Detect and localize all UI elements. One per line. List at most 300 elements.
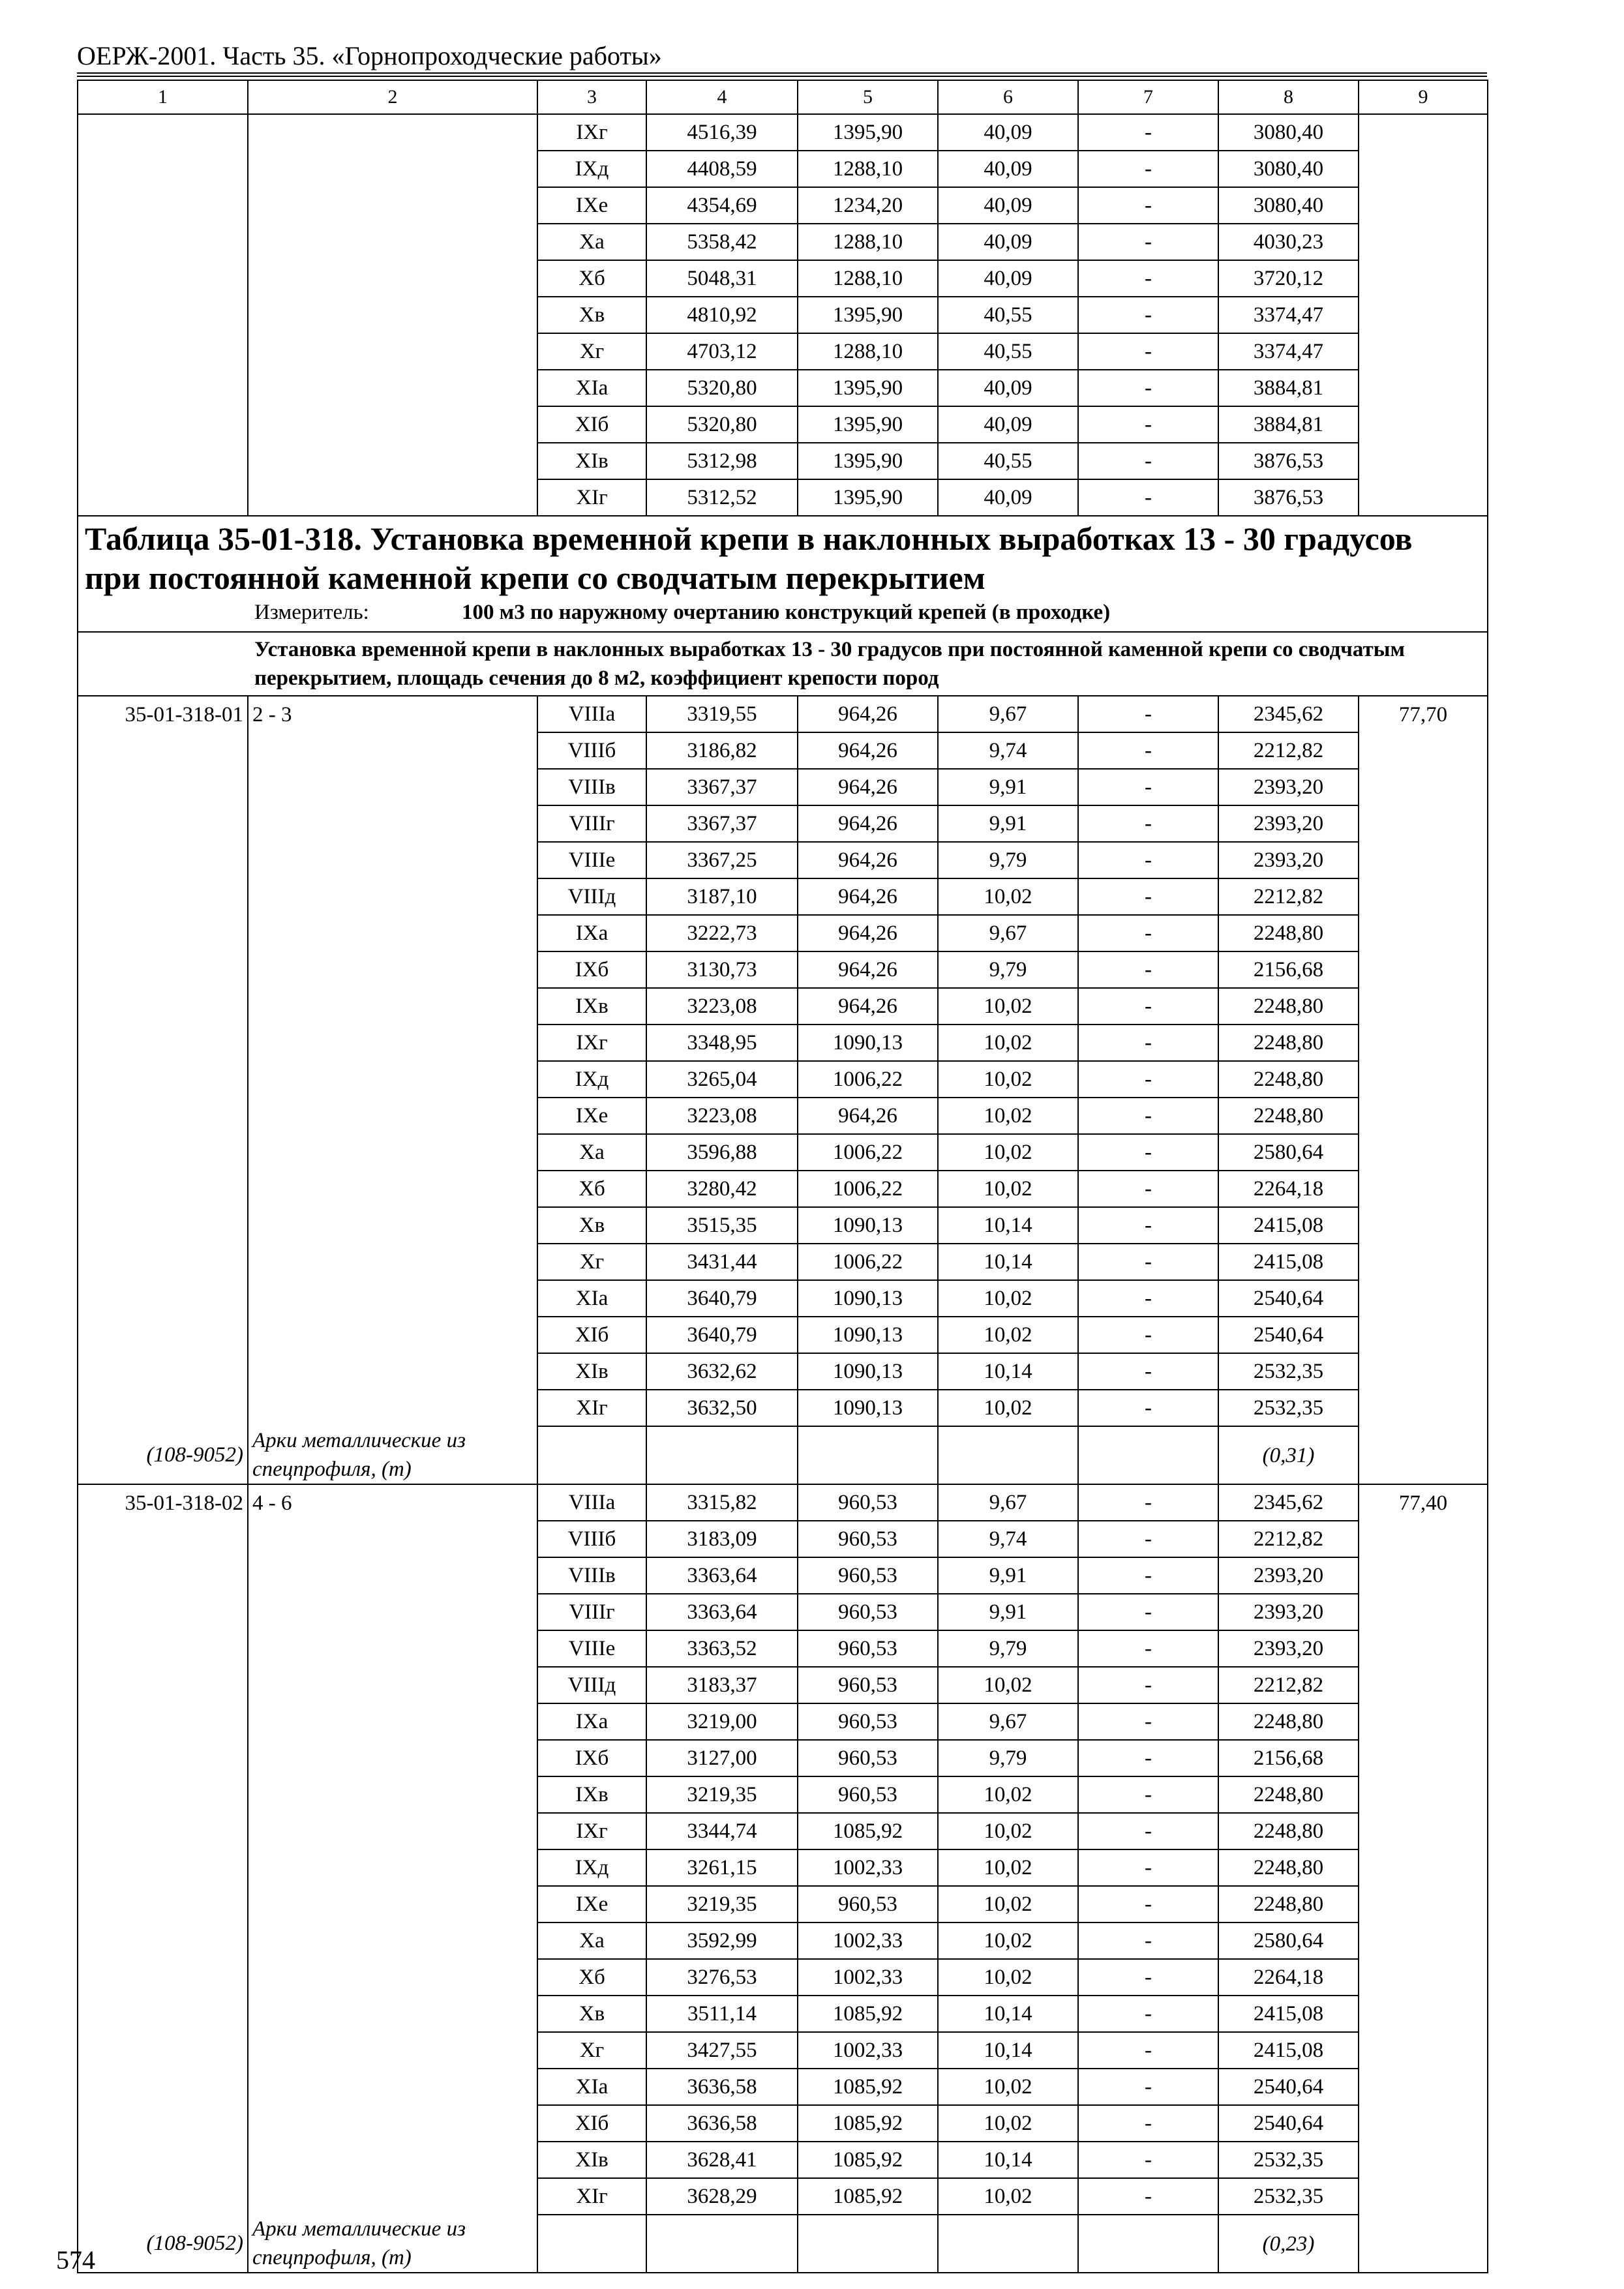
rock-category: IXе bbox=[537, 1886, 646, 1922]
wages: 1002,33 bbox=[798, 1922, 938, 1959]
resource-code: (108-9052) bbox=[78, 1426, 248, 1484]
machinist-wages: - bbox=[1078, 915, 1218, 951]
machinist-wages: - bbox=[1078, 1849, 1218, 1886]
wages: 964,26 bbox=[798, 842, 938, 878]
empty-cell bbox=[1359, 1521, 1488, 1557]
rock-category: IXе bbox=[537, 1098, 646, 1134]
empty-cell bbox=[1359, 769, 1488, 805]
header-rule bbox=[77, 72, 1487, 74]
wages: 960,53 bbox=[798, 1740, 938, 1776]
machine-cost: 10,02 bbox=[938, 2069, 1078, 2105]
wages: 964,26 bbox=[798, 696, 938, 732]
machinist-wages: - bbox=[1078, 1390, 1218, 1426]
empty-cell bbox=[1359, 1280, 1488, 1317]
meter-line bbox=[85, 597, 1481, 631]
rock-category: Xв bbox=[537, 1207, 646, 1244]
machinist-wages: - bbox=[1078, 260, 1218, 297]
empty-cell bbox=[78, 1886, 248, 1922]
rock-category: Xв bbox=[537, 1996, 646, 2032]
empty-cell bbox=[1359, 1390, 1488, 1426]
wages: 1085,92 bbox=[798, 1996, 938, 2032]
machine-cost: 10,02 bbox=[938, 1171, 1078, 1207]
rock-category: VIIIг bbox=[537, 805, 646, 842]
empty-cell bbox=[248, 1776, 537, 1813]
machinist-wages: - bbox=[1078, 114, 1218, 151]
table-row bbox=[78, 370, 1488, 406]
rock-category: VIIIе bbox=[537, 1630, 646, 1667]
rock-category: XIв bbox=[537, 2142, 646, 2178]
empty-cell bbox=[1359, 805, 1488, 842]
empty-cell bbox=[78, 1171, 248, 1207]
table-row bbox=[78, 333, 1488, 370]
materials-cost: 2248,80 bbox=[1218, 988, 1359, 1025]
table-row bbox=[78, 915, 1488, 951]
empty-cell bbox=[78, 260, 248, 297]
wages: 960,53 bbox=[798, 1667, 938, 1703]
empty-cell bbox=[1359, 260, 1488, 297]
total-cost: 3640,79 bbox=[646, 1317, 798, 1353]
empty-cell bbox=[78, 1667, 248, 1703]
empty-cell bbox=[248, 1886, 537, 1922]
wages: 1006,22 bbox=[798, 1134, 938, 1171]
empty-cell bbox=[248, 151, 537, 187]
machinist-wages: - bbox=[1078, 1667, 1218, 1703]
empty-cell bbox=[248, 1740, 537, 1776]
materials-cost: 2393,20 bbox=[1218, 1630, 1359, 1667]
table-row bbox=[78, 1667, 1488, 1703]
total-cost: 3632,50 bbox=[646, 1390, 798, 1426]
empty-cell bbox=[78, 187, 248, 224]
machinist-wages: - bbox=[1078, 1557, 1218, 1594]
empty-cell bbox=[248, 1025, 537, 1061]
rates-table bbox=[77, 80, 1488, 2273]
empty-cell bbox=[1359, 1959, 1488, 1996]
meter-label: Измеритель: bbox=[254, 601, 369, 624]
machine-cost: 9,67 bbox=[938, 1703, 1078, 1740]
wages: 1006,22 bbox=[798, 1244, 938, 1280]
total-cost: 3628,41 bbox=[646, 2142, 798, 2178]
empty-cell bbox=[78, 1703, 248, 1740]
empty-cell bbox=[248, 1317, 537, 1353]
empty-cell bbox=[1359, 1134, 1488, 1171]
empty-cell bbox=[248, 988, 537, 1025]
empty-cell bbox=[78, 1521, 248, 1557]
rock-category: XIa bbox=[537, 2069, 646, 2105]
rock-category: XIб bbox=[537, 1317, 646, 1353]
description-row bbox=[78, 632, 1488, 696]
rock-category: Xг bbox=[537, 1244, 646, 1280]
total-cost: 3515,35 bbox=[646, 1207, 798, 1244]
total-cost: 3223,08 bbox=[646, 1098, 798, 1134]
empty-cell bbox=[78, 2105, 248, 2142]
total-cost: 5320,80 bbox=[646, 406, 798, 443]
materials-cost: 2540,64 bbox=[1218, 1280, 1359, 1317]
empty-cell bbox=[1359, 224, 1488, 260]
total-cost: 3186,82 bbox=[646, 732, 798, 769]
empty-cell bbox=[78, 1353, 248, 1390]
rock-category: VIIIб bbox=[537, 1521, 646, 1557]
total-cost: 3344,74 bbox=[646, 1813, 798, 1849]
empty-cell bbox=[78, 1557, 248, 1594]
empty-cell bbox=[1359, 1630, 1488, 1667]
empty-cell bbox=[1359, 187, 1488, 224]
empty-cell bbox=[248, 1557, 537, 1594]
resource-note-row bbox=[78, 1426, 1488, 1484]
table-row bbox=[78, 1776, 1488, 1813]
table-row bbox=[78, 1849, 1488, 1886]
table-row bbox=[78, 1594, 1488, 1630]
table-row bbox=[78, 951, 1488, 988]
empty-cell bbox=[248, 1996, 537, 2032]
total-cost: 4810,92 bbox=[646, 297, 798, 333]
machinist-wages: - bbox=[1078, 842, 1218, 878]
rates-table-body bbox=[78, 80, 1488, 2273]
empty-cell bbox=[248, 2105, 537, 2142]
empty-cell bbox=[248, 1594, 537, 1630]
column-number: 5 bbox=[798, 80, 938, 114]
table-row bbox=[78, 224, 1488, 260]
materials-cost: 2248,80 bbox=[1218, 915, 1359, 951]
materials-cost: 2393,20 bbox=[1218, 769, 1359, 805]
wages: 964,26 bbox=[798, 915, 938, 951]
machinist-wages: - bbox=[1078, 2105, 1218, 2142]
materials-cost: 2248,80 bbox=[1218, 1776, 1359, 1813]
wages: 1090,13 bbox=[798, 1280, 938, 1317]
total-cost: 3367,37 bbox=[646, 769, 798, 805]
empty-cell bbox=[537, 1426, 646, 1484]
materials-cost: 2248,80 bbox=[1218, 1025, 1359, 1061]
empty-cell bbox=[1359, 1740, 1488, 1776]
machine-cost: 10,02 bbox=[938, 1849, 1078, 1886]
materials-cost: 3720,12 bbox=[1218, 260, 1359, 297]
rock-category: IXе bbox=[537, 187, 646, 224]
materials-cost: 2248,80 bbox=[1218, 1886, 1359, 1922]
materials-cost: 2540,64 bbox=[1218, 2069, 1359, 2105]
empty-cell bbox=[1359, 2215, 1488, 2273]
empty-cell bbox=[78, 2069, 248, 2105]
empty-cell bbox=[1359, 1776, 1488, 1813]
empty-cell bbox=[248, 2178, 537, 2215]
empty-cell bbox=[78, 1207, 248, 1244]
machinist-wages: - bbox=[1078, 406, 1218, 443]
wages: 1395,90 bbox=[798, 114, 938, 151]
wages: 960,53 bbox=[798, 1521, 938, 1557]
empty-cell bbox=[248, 1959, 537, 1996]
empty-cell bbox=[1359, 370, 1488, 406]
column-number: 7 bbox=[1078, 80, 1218, 114]
materials-cost: 2248,80 bbox=[1218, 1813, 1359, 1849]
empty-cell bbox=[248, 2032, 537, 2069]
wages: 964,26 bbox=[798, 988, 938, 1025]
rock-category: IXд bbox=[537, 1849, 646, 1886]
empty-cell bbox=[248, 842, 537, 878]
table-row bbox=[78, 769, 1488, 805]
total-cost: 3348,95 bbox=[646, 1025, 798, 1061]
machinist-wages: - bbox=[1078, 732, 1218, 769]
machinist-wages: - bbox=[1078, 2142, 1218, 2178]
total-cost: 4703,12 bbox=[646, 333, 798, 370]
empty-cell bbox=[248, 114, 537, 151]
machinist-wages: - bbox=[1078, 951, 1218, 988]
total-cost: 3265,04 bbox=[646, 1061, 798, 1098]
empty-cell bbox=[248, 479, 537, 516]
empty-cell bbox=[646, 1426, 798, 1484]
empty-cell bbox=[248, 1207, 537, 1244]
empty-cell bbox=[1359, 1849, 1488, 1886]
empty-cell bbox=[248, 1280, 537, 1317]
page-number: 574 bbox=[56, 2245, 95, 2275]
rock-category: Xб bbox=[537, 1171, 646, 1207]
total-cost: 5358,42 bbox=[646, 224, 798, 260]
empty-cell bbox=[1359, 479, 1488, 516]
total-cost: 3628,29 bbox=[646, 2178, 798, 2215]
empty-cell bbox=[1359, 1557, 1488, 1594]
machine-cost: 9,79 bbox=[938, 1740, 1078, 1776]
empty-cell bbox=[78, 988, 248, 1025]
empty-cell bbox=[1359, 1703, 1488, 1740]
empty-cell bbox=[248, 915, 537, 951]
wages: 1085,92 bbox=[798, 2069, 938, 2105]
rock-category: Xa bbox=[537, 224, 646, 260]
empty-cell bbox=[248, 1630, 537, 1667]
machinist-wages: - bbox=[1078, 1171, 1218, 1207]
empty-cell bbox=[1359, 1922, 1488, 1959]
machinist-wages: - bbox=[1078, 1521, 1218, 1557]
empty-cell bbox=[78, 151, 248, 187]
total-cost: 3511,14 bbox=[646, 1996, 798, 2032]
empty-cell bbox=[78, 1025, 248, 1061]
empty-cell bbox=[1359, 2069, 1488, 2105]
total-cost: 3219,35 bbox=[646, 1776, 798, 1813]
total-cost: 3261,15 bbox=[646, 1849, 798, 1886]
empty-cell bbox=[1359, 1207, 1488, 1244]
column-numbers-row bbox=[78, 80, 1488, 114]
rock-category: XIг bbox=[537, 1390, 646, 1426]
machinist-wages: - bbox=[1078, 769, 1218, 805]
rock-category: IXг bbox=[537, 1813, 646, 1849]
machinist-wages: - bbox=[1078, 1959, 1218, 1996]
empty-cell bbox=[248, 1098, 537, 1134]
machinist-wages: - bbox=[1078, 878, 1218, 915]
materials-cost: 3080,40 bbox=[1218, 187, 1359, 224]
wages: 960,53 bbox=[798, 1557, 938, 1594]
machine-cost: 10,02 bbox=[938, 1390, 1078, 1426]
wages: 1006,22 bbox=[798, 1061, 938, 1098]
empty-cell bbox=[78, 1959, 248, 1996]
machine-cost: 9,79 bbox=[938, 951, 1078, 988]
column-number: 8 bbox=[1218, 80, 1359, 114]
materials-cost: 2345,62 bbox=[1218, 1484, 1359, 1521]
machine-cost: 10,02 bbox=[938, 2178, 1078, 2215]
empty-cell bbox=[248, 2142, 537, 2178]
materials-cost: 2532,35 bbox=[1218, 1353, 1359, 1390]
machinist-wages: - bbox=[1078, 1207, 1218, 1244]
total-cost: 3219,35 bbox=[646, 1886, 798, 1922]
materials-cost: 2580,64 bbox=[1218, 1922, 1359, 1959]
empty-cell bbox=[1359, 2178, 1488, 2215]
wages: 1288,10 bbox=[798, 224, 938, 260]
empty-cell bbox=[1359, 1098, 1488, 1134]
rock-category: Xг bbox=[537, 2032, 646, 2069]
empty-cell bbox=[78, 1244, 248, 1280]
wages: 1085,92 bbox=[798, 2105, 938, 2142]
wages: 1395,90 bbox=[798, 406, 938, 443]
table-row bbox=[78, 406, 1488, 443]
empty-cell bbox=[248, 805, 537, 842]
rock-category: XIa bbox=[537, 370, 646, 406]
table-row bbox=[78, 1959, 1488, 1996]
machine-cost: 40,55 bbox=[938, 297, 1078, 333]
materials-cost: 2156,68 bbox=[1218, 1740, 1359, 1776]
machine-cost: 40,09 bbox=[938, 406, 1078, 443]
machine-cost: 10,02 bbox=[938, 1959, 1078, 1996]
machine-cost: 9,74 bbox=[938, 732, 1078, 769]
rock-category: XIв bbox=[537, 443, 646, 479]
table-row bbox=[78, 1207, 1488, 1244]
wages: 960,53 bbox=[798, 1484, 938, 1521]
column-number: 9 bbox=[1359, 80, 1488, 114]
table-row bbox=[78, 1703, 1488, 1740]
empty-cell bbox=[78, 370, 248, 406]
materials-cost: 2415,08 bbox=[1218, 1244, 1359, 1280]
materials-cost: 2248,80 bbox=[1218, 1098, 1359, 1134]
empty-cell bbox=[78, 2032, 248, 2069]
materials-cost: 2393,20 bbox=[1218, 1557, 1359, 1594]
table-row bbox=[78, 1922, 1488, 1959]
work-description: Установка временной крепи в наклонных выработках 13 - 30 градусов при постоянной каменной крепи со сводчатым перекрытием, площадь сечения до 8 м2, коэффициент крепости пород bbox=[78, 632, 1488, 696]
materials-cost: 2415,08 bbox=[1218, 1996, 1359, 2032]
resource-name: Арки металлические из спецпрофиля, (т) bbox=[248, 1426, 537, 1484]
wages: 960,53 bbox=[798, 1594, 938, 1630]
empty-cell bbox=[78, 1280, 248, 1317]
empty-cell bbox=[248, 187, 537, 224]
empty-cell bbox=[798, 2215, 938, 2273]
empty-cell bbox=[1078, 2215, 1218, 2273]
table-title bbox=[85, 516, 1481, 597]
table-row bbox=[78, 1521, 1488, 1557]
total-cost: 3222,73 bbox=[646, 915, 798, 951]
resource-name: Арки металлические из спецпрофиля, (т) bbox=[248, 2215, 537, 2273]
resource-quantity: (0,23) bbox=[1218, 2215, 1359, 2273]
rock-category: IXг bbox=[537, 114, 646, 151]
empty-cell bbox=[1359, 406, 1488, 443]
table-row bbox=[78, 1390, 1488, 1426]
wages: 1002,33 bbox=[798, 1849, 938, 1886]
empty-cell bbox=[248, 1813, 537, 1849]
rock-category: VIIIв bbox=[537, 769, 646, 805]
wages: 960,53 bbox=[798, 1776, 938, 1813]
rock-category: VIIIг bbox=[537, 1594, 646, 1630]
machinist-wages: - bbox=[1078, 1922, 1218, 1959]
rock-category: VIIIд bbox=[537, 1667, 646, 1703]
machine-cost: 10,02 bbox=[938, 1061, 1078, 1098]
rock-category: IXд bbox=[537, 151, 646, 187]
total-cost: 3367,37 bbox=[646, 805, 798, 842]
table-row bbox=[78, 2069, 1488, 2105]
empty-cell bbox=[78, 1098, 248, 1134]
rate-name: 4 - 6 bbox=[248, 1484, 537, 1521]
materials-cost: 4030,23 bbox=[1218, 224, 1359, 260]
empty-cell bbox=[1359, 915, 1488, 951]
empty-cell bbox=[78, 878, 248, 915]
empty-cell bbox=[78, 1740, 248, 1776]
machinist-wages: - bbox=[1078, 1317, 1218, 1353]
machinist-wages: - bbox=[1078, 151, 1218, 187]
machinist-wages: - bbox=[1078, 1813, 1218, 1849]
machinist-wages: - bbox=[1078, 224, 1218, 260]
materials-cost: 3884,81 bbox=[1218, 406, 1359, 443]
rock-category: XIa bbox=[537, 1280, 646, 1317]
empty-cell bbox=[248, 333, 537, 370]
materials-cost: 2540,64 bbox=[1218, 1317, 1359, 1353]
machine-cost: 10,14 bbox=[938, 1353, 1078, 1390]
machine-cost: 10,02 bbox=[938, 878, 1078, 915]
materials-cost: 2393,20 bbox=[1218, 842, 1359, 878]
machinist-wages: - bbox=[1078, 1630, 1218, 1667]
machine-cost: 10,02 bbox=[938, 988, 1078, 1025]
table-title-row bbox=[78, 516, 1488, 632]
table-row bbox=[78, 2142, 1488, 2178]
machinist-wages: - bbox=[1078, 297, 1218, 333]
rock-category: VIIIa bbox=[537, 1484, 646, 1521]
rock-category: IXб bbox=[537, 951, 646, 988]
empty-cell bbox=[248, 1134, 537, 1171]
rock-category: Xг bbox=[537, 333, 646, 370]
rock-category: VIIIa bbox=[537, 696, 646, 732]
machine-cost: 10,14 bbox=[938, 1996, 1078, 2032]
table-row bbox=[78, 1630, 1488, 1667]
empty-cell bbox=[78, 1630, 248, 1667]
empty-cell bbox=[78, 1813, 248, 1849]
materials-cost: 2212,82 bbox=[1218, 1521, 1359, 1557]
table-row bbox=[78, 732, 1488, 769]
machine-cost: 9,74 bbox=[938, 1521, 1078, 1557]
table-row bbox=[78, 260, 1488, 297]
rock-category: XIб bbox=[537, 406, 646, 443]
table-row bbox=[78, 878, 1488, 915]
materials-cost: 2532,35 bbox=[1218, 1390, 1359, 1426]
wages: 964,26 bbox=[798, 805, 938, 842]
empty-cell bbox=[1359, 1317, 1488, 1353]
machine-cost: 10,14 bbox=[938, 1207, 1078, 1244]
total-cost: 4408,59 bbox=[646, 151, 798, 187]
empty-cell bbox=[1359, 1426, 1488, 1484]
machine-cost: 10,02 bbox=[938, 1025, 1078, 1061]
wages: 1002,33 bbox=[798, 1959, 938, 1996]
labor-cost: 77,40 bbox=[1359, 1484, 1488, 1521]
wages: 1090,13 bbox=[798, 1207, 938, 1244]
table-row bbox=[78, 2178, 1488, 2215]
empty-cell bbox=[248, 1390, 537, 1426]
empty-cell bbox=[1359, 114, 1488, 151]
machine-cost: 9,79 bbox=[938, 1630, 1078, 1667]
table-row bbox=[78, 1171, 1488, 1207]
empty-cell bbox=[78, 1061, 248, 1098]
empty-cell bbox=[1078, 1426, 1218, 1484]
rate-code: 35-01-318-01 bbox=[78, 696, 248, 732]
total-cost: 3636,58 bbox=[646, 2069, 798, 2105]
machinist-wages: - bbox=[1078, 1776, 1218, 1813]
column-number: 3 bbox=[537, 80, 646, 114]
empty-cell bbox=[248, 2069, 537, 2105]
table-row bbox=[78, 1025, 1488, 1061]
materials-cost: 2532,35 bbox=[1218, 2178, 1359, 2215]
empty-cell bbox=[1359, 1667, 1488, 1703]
wages: 960,53 bbox=[798, 1630, 938, 1667]
empty-cell bbox=[1359, 333, 1488, 370]
total-cost: 3363,64 bbox=[646, 1557, 798, 1594]
rock-category: XIв bbox=[537, 1353, 646, 1390]
